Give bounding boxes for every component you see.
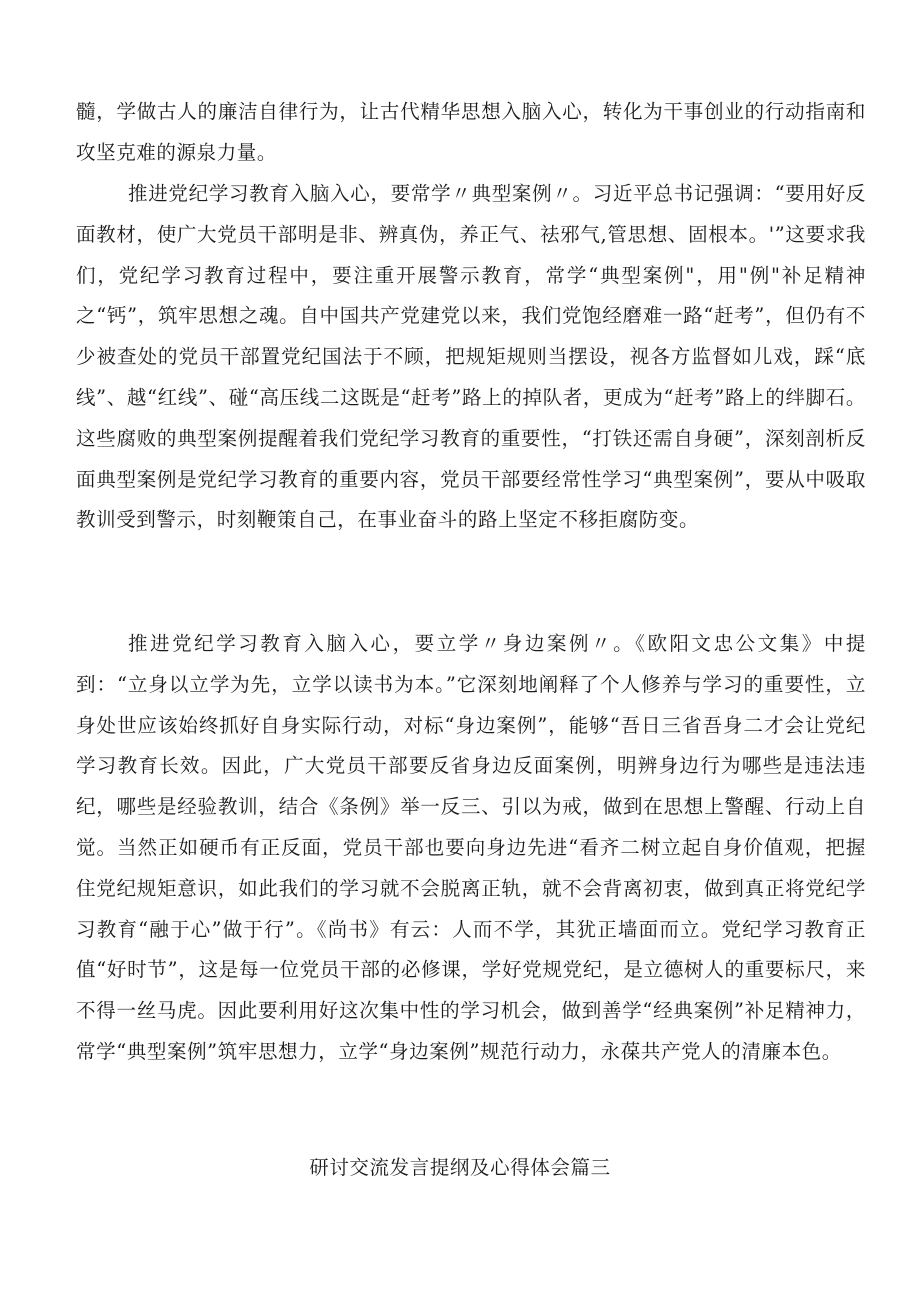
paragraph-continued: 髓，学做古人的廉洁自律行为，让古代精华思想入脑入心，转化为干事创业的行动指南和攻坚克难的源泉力量。 bbox=[76, 100, 866, 164]
section-heading: 研讨交流发言提纲及心得体会篇三 bbox=[309, 1156, 611, 1179]
paragraph-nearby-cases: 推进党纪学习教育入脑入心，要立学〃身边案例〃。《欧阳文忠公文集》中提到：“立身以立学为先，立学以读书为本。”它深刻地阐释了个人修养与学习的重要性，立身处世应该始终抓好自身实际行动，对标“身边案例”，能够“吾日三省吾身二才会让党纪学习教育长效。因此，广大党员干部要反省身边反面案例，明辨身边行为哪些是违法违纪，哪些是经验教训，结合《条例》举一反三、引以为戒，做到在思想上警醒、行动上自觉。当然正如硬币有正反面，党员干部也要向身边先进“看齐二树立起自身价值观，把握住党纪规矩意识，如此我们的学习就不会脱离正轨，就不会背离初衷，做到真正将党纪学习教育“融于心”做于行”。《尚书》有云：人而不学，其犹正墙面而立。党纪学习教育正值“好时节”，这是每一位党员干部的必修课，学好党规党纪，是立德树人的重要标尺，来不得一丝马虎。因此要利用好这次集中性的学习机会，做到善学“经典案例”补足精神力，常学“典型案例”筑牢思想力，立学“身边案例”规范行动力，永葆共产党人的清廉本色。 bbox=[76, 632, 866, 1063]
paragraph-typical-cases: 推进党纪学习教育入脑入心，要常学〃典型案例〃。习近平总书记强调：“要用好反面教材，使广大党员干部明是非、辨真伪，养正气、祛邪气,管思想、固根本。'”这要求我们，党纪学习教育过程中，要注重开展警示教育，常学“典型案例"，用"例"补足精神之“钙”，筑牢思想之魂。自中国共产党建党以来，我们党饱经磨难一路“赶考”，但仍有不少被查处的党员干部置党纪国法于不顾，把规矩规则当摆设，视各方监督如儿戏，踩“底线”、越“红线”、碰“高压线二这既是“赶考”路上的掉队者，更成为“赶考”路上的绊脚石。这些腐败的典型案例提醒着我们党纪学习教育的重要性，“打铁还需自身硬”，深刻剖析反面典型案例是党纪学习教育的重要内容，党员干部要经常性学习“典型案例”，要从中吸取教训受到警示，时刻鞭策自己，在事业奋斗的路上坚定不移拒腐防变。 bbox=[76, 182, 866, 532]
